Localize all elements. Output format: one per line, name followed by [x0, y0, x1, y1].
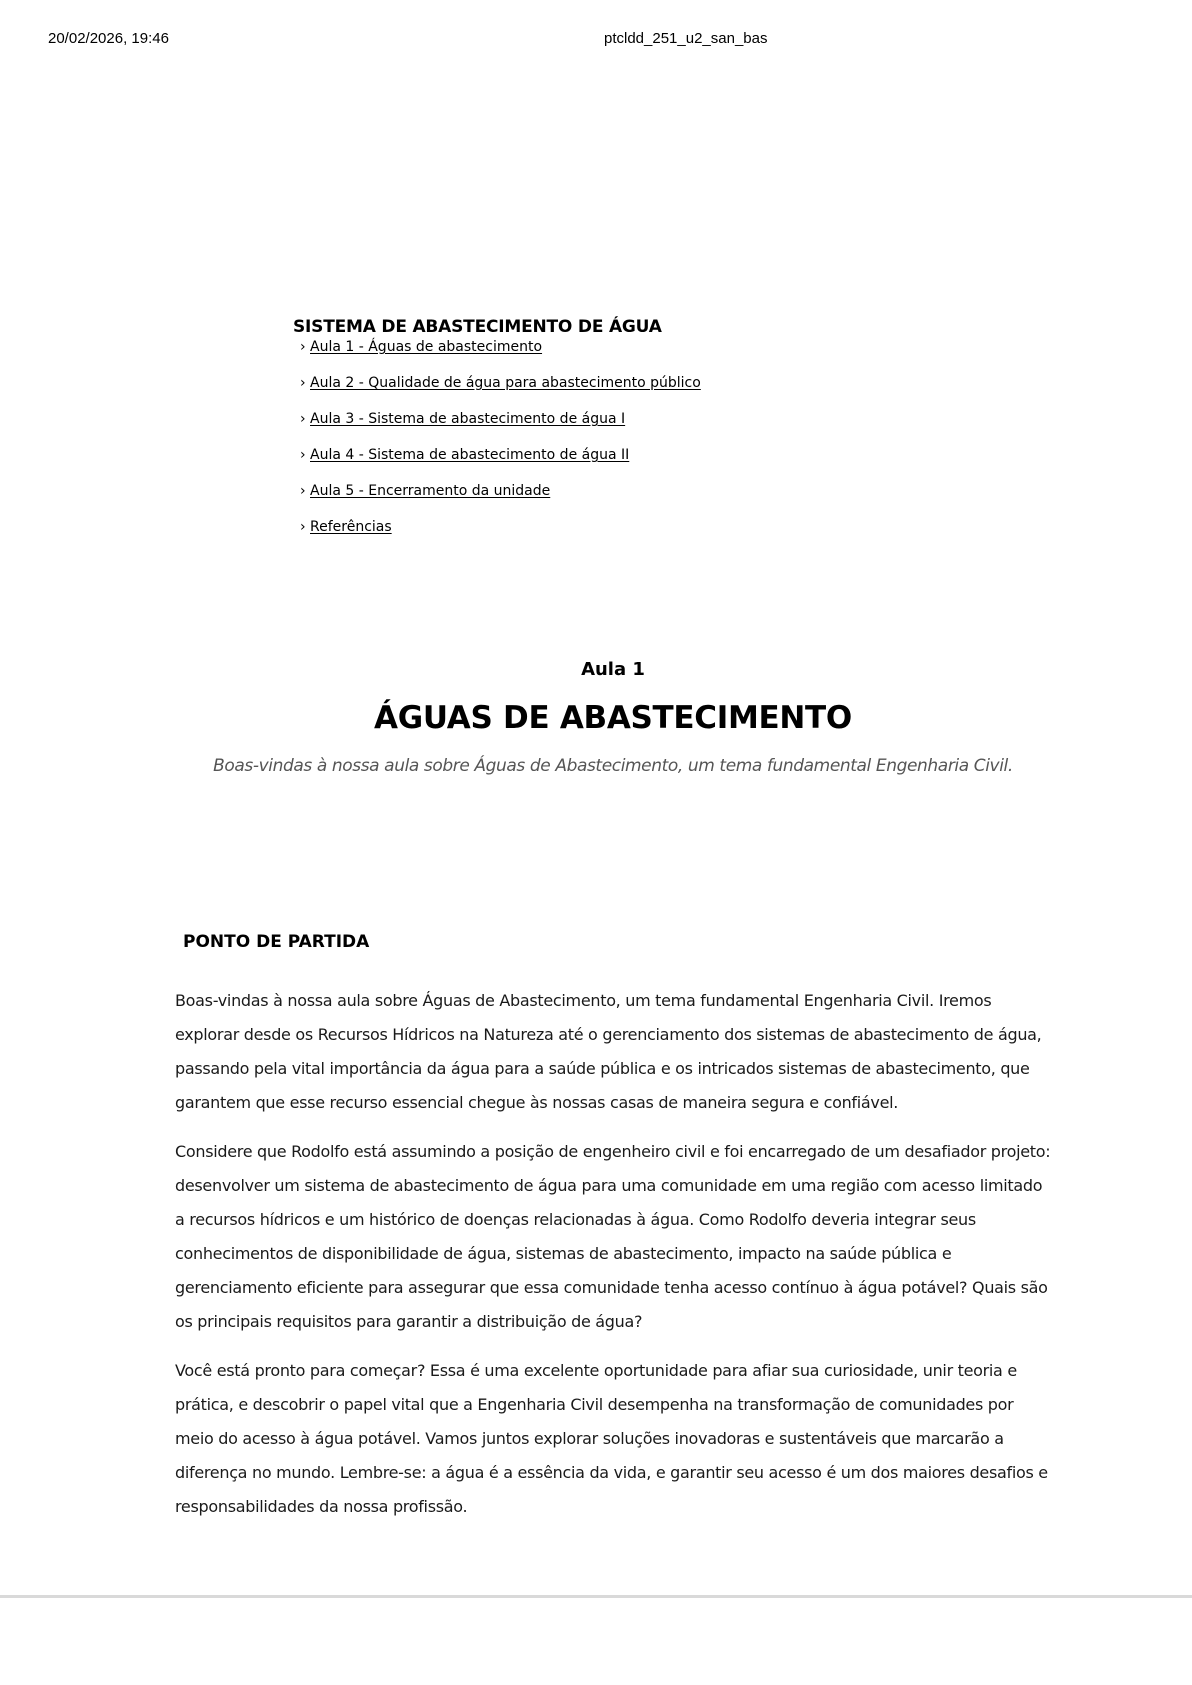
section-body [175, 984, 1055, 1539]
toc-link-aula-3[interactable]: Aula 3 - Sistema de abastecimento de água I [310, 411, 626, 427]
print-doc-title: ptcldd_251_u2_san_bas [604, 30, 768, 47]
toc-link-aula-5[interactable]: Aula 5 - Encerramento da unidade [310, 483, 551, 499]
chevron-right-icon: › [300, 519, 306, 535]
body-paragraph: Você está pronto para começar? Essa é uma excelente oportunidade para afiar sua curiosidade, unir teoria e prática, e descobrir o papel vital que a Engenharia Civil desempenha na transformação de comunidades por meio do acesso à água potável. Vamos juntos explorar soluções inovadoras e sustentáveis que marcarão a diferença no mundo. Lembre-se: a água é a essência da vida, e garantir seu acesso é um dos maiores desafios e responsabilidades da nossa profissão. [175, 1361, 1048, 1516]
table-of-contents [293, 316, 893, 554]
toc-item-aula-5 [300, 482, 893, 501]
toc-link-aula-4[interactable]: Aula 4 - Sistema de abastecimento de água II [310, 447, 630, 463]
chevron-right-icon: › [300, 339, 306, 355]
lesson-label: Aula 1 [581, 659, 645, 680]
toc-item-aula-3 [300, 410, 893, 429]
print-header [0, 30, 1192, 50]
chevron-right-icon: › [300, 483, 306, 499]
footer-divider [0, 1595, 1192, 1598]
print-datetime: 20/02/2026, 19:46 [48, 30, 169, 47]
toc-link-aula-2[interactable]: Aula 2 - Qualidade de água para abastecimento público [310, 375, 701, 391]
toc-link-referencias[interactable]: Referências [310, 519, 392, 535]
body-paragraph: Boas-vindas à nossa aula sobre Águas de Abastecimento, um tema fundamental Engenharia Civil. Iremos explorar desde os Recursos Hídricos na Natureza até o gerenciamento dos sistemas de abastecimento de água, passando pela vital importância da água para a saúde pública e os intricados sistemas de abastecimento, que garantem que esse recurso essencial chegue às nossas casas de maneira segura e confiável. [175, 991, 1042, 1112]
chevron-right-icon: › [300, 411, 306, 427]
section-heading: PONTO DE PARTIDA [183, 932, 370, 952]
toc-item-aula-4 [300, 446, 893, 465]
toc-title: SISTEMA DE ABASTECIMENTO DE ÁGUA [293, 317, 662, 337]
lesson-subtitle: Boas-vindas à nossa aula sobre Águas de Abastecimento, um tema fundamental Engenharia Civil. [213, 756, 1013, 776]
toc-item-aula-2 [300, 374, 893, 393]
chevron-right-icon: › [300, 375, 306, 391]
toc-link-aula-1[interactable]: Aula 1 - Águas de abastecimento [310, 339, 543, 355]
toc-item-referencias [300, 518, 893, 537]
chevron-right-icon: › [300, 447, 306, 463]
lesson-title: ÁGUAS DE ABASTECIMENTO [374, 700, 852, 736]
body-paragraph: Considere que Rodolfo está assumindo a posição de engenheiro civil e foi encarregado de um desafiador projeto: desenvolver um sistema de abastecimento de água para uma comunidade em uma região com acesso limitado a recursos hídricos e um histórico de doenças relacionadas à água. Como Rodolfo deveria integrar seus conhecimentos de disponibilidade de água, sistemas de abastecimento, impacto na saúde pública e gerenciamento eficiente para assegurar que essa comunidade tenha acesso contínuo à água potável? Quais são os principais requisitos para garantir a distribuição de água? [175, 1142, 1051, 1331]
toc-item-aula-1 [300, 338, 893, 357]
toc-list [293, 338, 893, 537]
